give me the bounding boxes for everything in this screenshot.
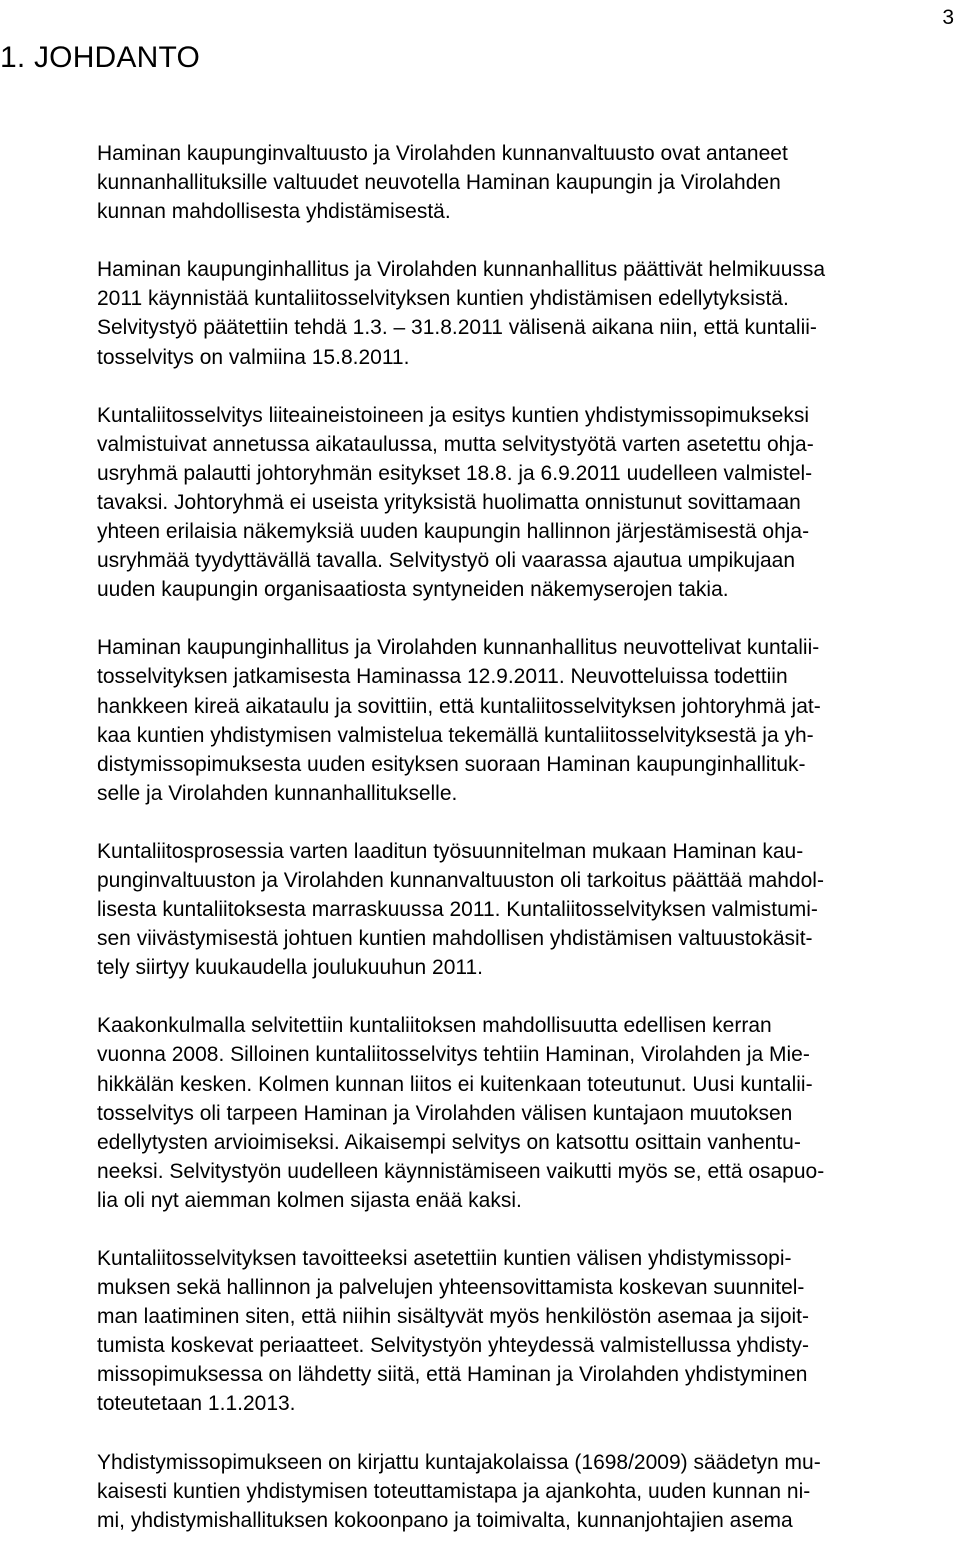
text-line: tely siirtyy kuukaudella joulukuuhun 2011.: [97, 956, 484, 980]
text-line: lia oli nyt aiemman kolmen sijasta enää kaksi.: [97, 1188, 522, 1212]
text-line: uuden kaupungin organisaatiosta syntyneiden näkemyserojen takia.: [97, 578, 729, 602]
paragraph: [97, 139, 957, 226]
text-line: tosselvitys oli tarpeen Haminan ja Virolahden välisen kuntajaon muutoksen: [97, 1101, 793, 1125]
text-line: toteutetaan 1.1.2013.: [97, 1392, 296, 1416]
paragraph: [97, 255, 957, 371]
text-line: muksen sekä hallinnon ja palvelujen yhteensovittamista koskevan suunnitel-: [97, 1276, 805, 1300]
text-line: kunnan mahdollisesta yhdistämisestä.: [97, 200, 451, 224]
text-line: sen viivästymisestä johtuen kuntien mahdollisen yhdistämisen valtuustokäsit-: [97, 927, 813, 951]
chapter-heading: 1. JOHDANTO: [0, 41, 201, 74]
text-line: Kuntaliitosselvitys liiteaineistoineen ja esitys kuntien yhdistymissopimukseksi: [97, 403, 809, 427]
text-line: kaa kuntien yhdistymisen valmistelua tekemällä kuntaliitosselvityksestä ja yh-: [97, 723, 814, 747]
text-line: mi, yhdistymishallituksen kokoonpano ja toimivalta, kunnanjohtajien asema: [97, 1508, 793, 1532]
text-line: vuonna 2008. Silloinen kuntaliitosselvitys tehtiin Haminan, Virolahden ja Mie-: [97, 1043, 810, 1067]
text-line: usryhmää tyydyttävällä tavalla. Selvitystyö oli vaarassa ajautua umpikujaan: [97, 549, 796, 573]
paragraph: [97, 1448, 957, 1535]
text-line: valmistuivat annetussa aikataulussa, mutta selvitystyötä varten asetettu ohja-: [97, 432, 814, 456]
text-line: tosselvityksen jatkamisesta Haminassa 12.9.2011. Neuvotteluissa todettiin: [97, 665, 788, 689]
paragraph: [97, 837, 957, 982]
text-line: edellytysten arvioimiseksi. Aikaisempi selvitys on katsottu osittain vanhentu-: [97, 1130, 801, 1154]
text-line: Kuntaliitosselvityksen tavoitteeksi asetettiin kuntien välisen yhdistymissopi-: [97, 1247, 792, 1270]
paragraph: [97, 1244, 957, 1419]
paragraph: [97, 401, 957, 605]
text-line: Selvitystyö päätettiin tehdä 1.3. – 31.8.2011 välisenä aikana niin, että kuntalii-: [97, 316, 817, 340]
text-line: Haminan kaupunginhallitus ja Virolahden kunnanhallitus neuvottelivat kuntalii-: [97, 636, 820, 660]
text-line: man laatiminen siten, että niihin sisältyvät myös henkilöstön asemaa ja sijoit-: [97, 1305, 810, 1329]
text-line: Haminan kaupunginvaltuusto ja Virolahden kunnanvaltuusto ovat antaneet: [97, 142, 788, 165]
text-line: yhteen erilaisia näkemyksiä uuden kaupungin hallinnon järjestämisestä ohja-: [97, 520, 810, 544]
text-line: selle ja Virolahden kunnanhallitukselle.: [97, 781, 458, 805]
text-line: punginvaltuuston ja Virolahden kunnanvaltuuston oli tarkoitus päättää mahdol-: [97, 868, 824, 892]
text-line: Kuntaliitosprosessia varten laaditun työsuunnitelman mukaan Haminan kau-: [97, 839, 804, 863]
text-line: 2011 käynnistää kuntaliitosselvityksen kuntien yhdistämisen edellytyksistä.: [97, 287, 789, 311]
paragraph: [97, 1011, 957, 1215]
text-line: Yhdistymissopimukseen on kirjattu kuntajakolaissa (1698/2009) säädetyn mu-: [97, 1450, 821, 1474]
text-line: distymissopimuksesta uuden esityksen suoraan Haminan kaupunginhallituk-: [97, 752, 806, 776]
page-number: 3: [942, 6, 954, 29]
text-line: hikkälän kesken. Kolmen kunnan liitos ei kuitenkaan toteutunut. Uusi kuntalii-: [97, 1072, 813, 1096]
text-line: kunnanhallituksille valtuudet neuvotella Haminan kaupungin ja Virolahden: [97, 171, 781, 195]
text-line: Kaakonkulmalla selvitettiin kuntaliitoksen mahdollisuutta edellisen kerran: [97, 1014, 772, 1038]
text-line: hankkeen kireä aikataulu ja sovittiin, että kuntaliitosselvityksen johtoryhmä jat-: [97, 694, 821, 718]
text-line: usryhmä palautti johtoryhmän esitykset 18.8. ja 6.9.2011 uudelleen valmistel-: [97, 461, 813, 485]
text-line: tavaksi. Johtoryhmä ei useista yrityksistä huolimatta onnistunut sovittamaan: [97, 490, 801, 514]
text-line: kaisesti kuntien yhdistymisen toteuttamistapa ja ajankohta, uuden kunnan ni-: [97, 1479, 811, 1503]
text-line: Haminan kaupunginhallitus ja Virolahden kunnanhallitus päättivät helmikuussa: [97, 258, 826, 282]
text-line: tumista koskevat periaatteet. Selvitystyön yhteydessä valmistellussa yhdisty-: [97, 1334, 809, 1358]
text-line: lisesta kuntaliitoksesta marraskuussa 2011. Kuntaliitosselvityksen valmistumi-: [97, 898, 818, 922]
paragraph: [97, 633, 957, 808]
chapter-body: [97, 139, 957, 1564]
text-line: missopimuksessa on lähdetty siitä, että Haminan ja Virolahden yhdistyminen: [97, 1363, 808, 1387]
text-line: tosselvitys on valmiina 15.8.2011.: [97, 345, 410, 369]
text-line: neeksi. Selvitystyön uudelleen käynnistämiseen vaikutti myös se, että osapuo-: [97, 1159, 825, 1183]
